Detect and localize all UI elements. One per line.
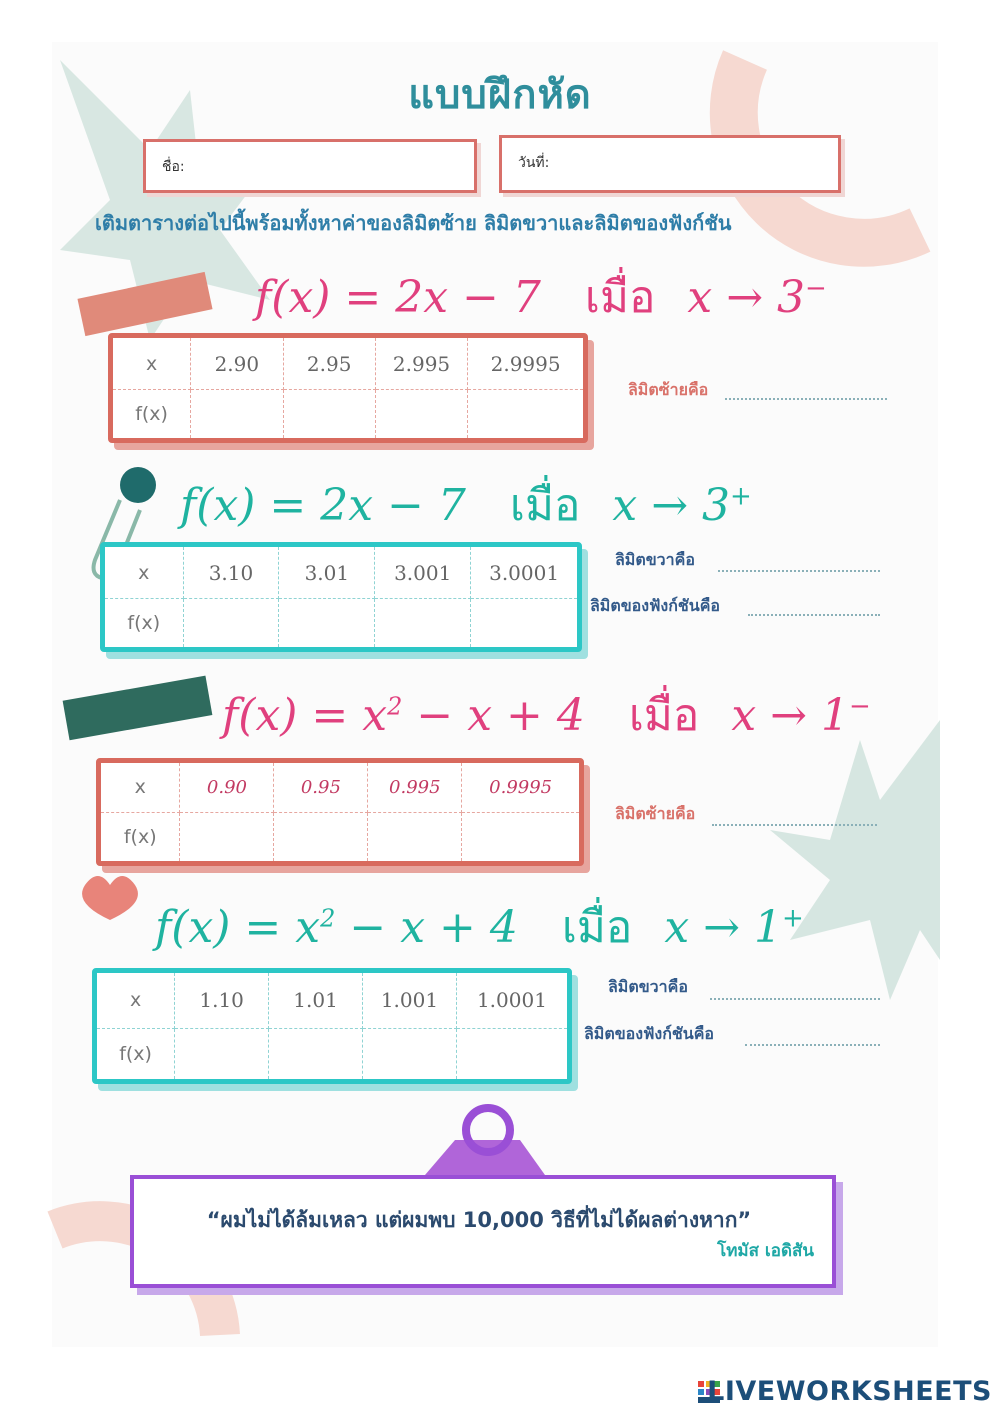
x-value: 0.9995 xyxy=(462,763,579,812)
fx-answer-cell[interactable] xyxy=(368,812,462,861)
fx-answer-cell[interactable] xyxy=(279,599,375,647)
formula-1-direction: − xyxy=(805,273,827,304)
fx-answer-cell[interactable] xyxy=(175,1028,269,1079)
fx-answer-cell[interactable] xyxy=(456,1028,567,1079)
fx-answer-cell[interactable] xyxy=(363,1028,457,1079)
limit-answer-left-3[interactable] xyxy=(712,806,877,826)
limit-label-left-1: ลิมิตซ้ายคือ xyxy=(628,380,709,399)
date-field[interactable] xyxy=(499,135,841,193)
x-value: 2.95 xyxy=(283,338,375,390)
table-row xyxy=(105,599,577,647)
formula-4-direction: + xyxy=(782,903,804,934)
x-header: x xyxy=(105,547,183,599)
quote-author: โทมัส เอดิสัน xyxy=(717,1241,814,1261)
table-row xyxy=(113,390,583,438)
x-value: 2.995 xyxy=(375,338,467,390)
formula-4-expression: f(x) = x xyxy=(155,902,321,953)
limit-label-right-2: ลิมิตขวาคือ xyxy=(615,550,695,569)
table-3 xyxy=(96,758,584,866)
limit-answer-right-4[interactable] xyxy=(710,980,880,1000)
limit-label-right-4: ลิมิตขวาคือ xyxy=(608,977,688,996)
page-title: แบบฝึกหัด xyxy=(408,72,592,118)
x-header: x xyxy=(101,763,180,812)
quote-box xyxy=(130,1175,836,1288)
instruction-text: เติมตารางต่อไปนี้พร้อมทั้งหาค่าของลิมิตซ้าย ลิมิตขวาและลิมิตของฟังก์ชัน xyxy=(95,211,732,235)
name-field-label: ชื่อ: xyxy=(162,159,185,175)
table-row xyxy=(97,1028,567,1079)
date-field-label: วันที่: xyxy=(518,155,550,171)
x-value: 2.90 xyxy=(191,338,283,390)
formula-4 xyxy=(155,892,804,962)
table-2 xyxy=(100,542,582,652)
fx-answer-cell[interactable] xyxy=(269,1028,363,1079)
formula-3-approach: x → 1 xyxy=(731,690,849,741)
x-value: 0.95 xyxy=(274,763,368,812)
limit-answer-function-4[interactable] xyxy=(745,1026,880,1046)
fx-answer-cell[interactable] xyxy=(375,390,467,438)
formula-2-expression: f(x) = 2x − 7 xyxy=(180,480,466,531)
limit-answer-function-2[interactable] xyxy=(748,596,880,616)
formula-2-direction: + xyxy=(730,481,752,512)
table-row xyxy=(105,547,577,599)
formula-3-when: เมื่อ xyxy=(628,690,700,741)
washi-tape-green xyxy=(63,676,213,741)
formula-4-approach: x → 1 xyxy=(664,902,782,953)
fx-header: f(x) xyxy=(101,812,180,861)
x-value: 0.90 xyxy=(180,763,274,812)
fx-answer-cell[interactable] xyxy=(462,812,579,861)
limit-label-function-4: ลิมิตของฟังก์ชันคือ xyxy=(584,1024,715,1043)
formula-2-approach: x → 3 xyxy=(612,480,731,531)
fx-answer-cell[interactable] xyxy=(274,812,368,861)
fx-header: f(x) xyxy=(105,599,183,647)
formula-1-when: เมื่อ xyxy=(584,272,656,323)
x-value: 3.01 xyxy=(279,547,375,599)
fx-answer-cell[interactable] xyxy=(375,599,471,647)
formula-1-expression: f(x) = 2x − 7 xyxy=(255,272,541,323)
x-value: 3.0001 xyxy=(471,547,577,599)
formula-3 xyxy=(222,680,871,750)
x-value: 2.9995 xyxy=(468,338,583,390)
limit-answer-left-1[interactable] xyxy=(725,380,887,400)
brand-name: LIVEWORKSHEETS xyxy=(707,1376,992,1407)
fx-answer-cell[interactable] xyxy=(471,599,577,647)
x-value: 1.0001 xyxy=(456,973,567,1028)
x-value: 1.001 xyxy=(363,973,457,1028)
fx-answer-cell[interactable] xyxy=(283,390,375,438)
fx-answer-cell[interactable] xyxy=(180,812,274,861)
x-header: x xyxy=(97,973,175,1028)
formula-2 xyxy=(180,470,752,540)
formula-3-power: 2 xyxy=(387,692,403,721)
formula-2-when: เมื่อ xyxy=(509,480,581,531)
x-header: x xyxy=(113,338,191,390)
limit-answer-right-2[interactable] xyxy=(718,552,880,572)
fx-answer-cell[interactable] xyxy=(183,599,279,647)
table-row xyxy=(97,973,567,1028)
formula-1-approach: x → 3 xyxy=(687,272,806,323)
formula-3-expression: f(x) = x xyxy=(222,690,388,741)
table-row xyxy=(113,338,583,390)
fx-header: f(x) xyxy=(97,1028,175,1079)
heart-pin-pink xyxy=(82,876,138,920)
formula-3-rest: − x + 4 xyxy=(402,690,585,741)
x-value: 0.995 xyxy=(368,763,462,812)
formula-3-direction: − xyxy=(849,691,871,722)
fx-answer-cell[interactable] xyxy=(191,390,283,438)
table-1 xyxy=(108,333,588,443)
table-row xyxy=(101,812,579,861)
table-4 xyxy=(92,968,572,1084)
limit-label-left-3: ลิมิตซ้ายคือ xyxy=(615,804,696,823)
formula-4-when: เมื่อ xyxy=(561,902,633,953)
limit-label-function-2: ลิมิตของฟังก์ชันคือ xyxy=(590,596,721,615)
fx-header: f(x) xyxy=(113,390,191,438)
x-value: 3.001 xyxy=(375,547,471,599)
formula-1 xyxy=(255,262,827,332)
x-value: 3.10 xyxy=(183,547,279,599)
heart-pin-teal xyxy=(120,467,156,503)
quote-text: “ผมไม่ได้ล้มเหลว แต่ผมพบ 10,000 วิธีที่ไม่ได้ผลต่างหาก” xyxy=(206,1208,752,1232)
x-value: 1.10 xyxy=(175,973,269,1028)
formula-4-rest: − x + 4 xyxy=(335,902,518,953)
table-row xyxy=(101,763,579,812)
binder-clip-icon xyxy=(425,1140,545,1175)
formula-4-power: 2 xyxy=(320,904,336,933)
name-field[interactable] xyxy=(143,139,477,193)
x-value: 1.01 xyxy=(269,973,363,1028)
fx-answer-cell[interactable] xyxy=(468,390,583,438)
